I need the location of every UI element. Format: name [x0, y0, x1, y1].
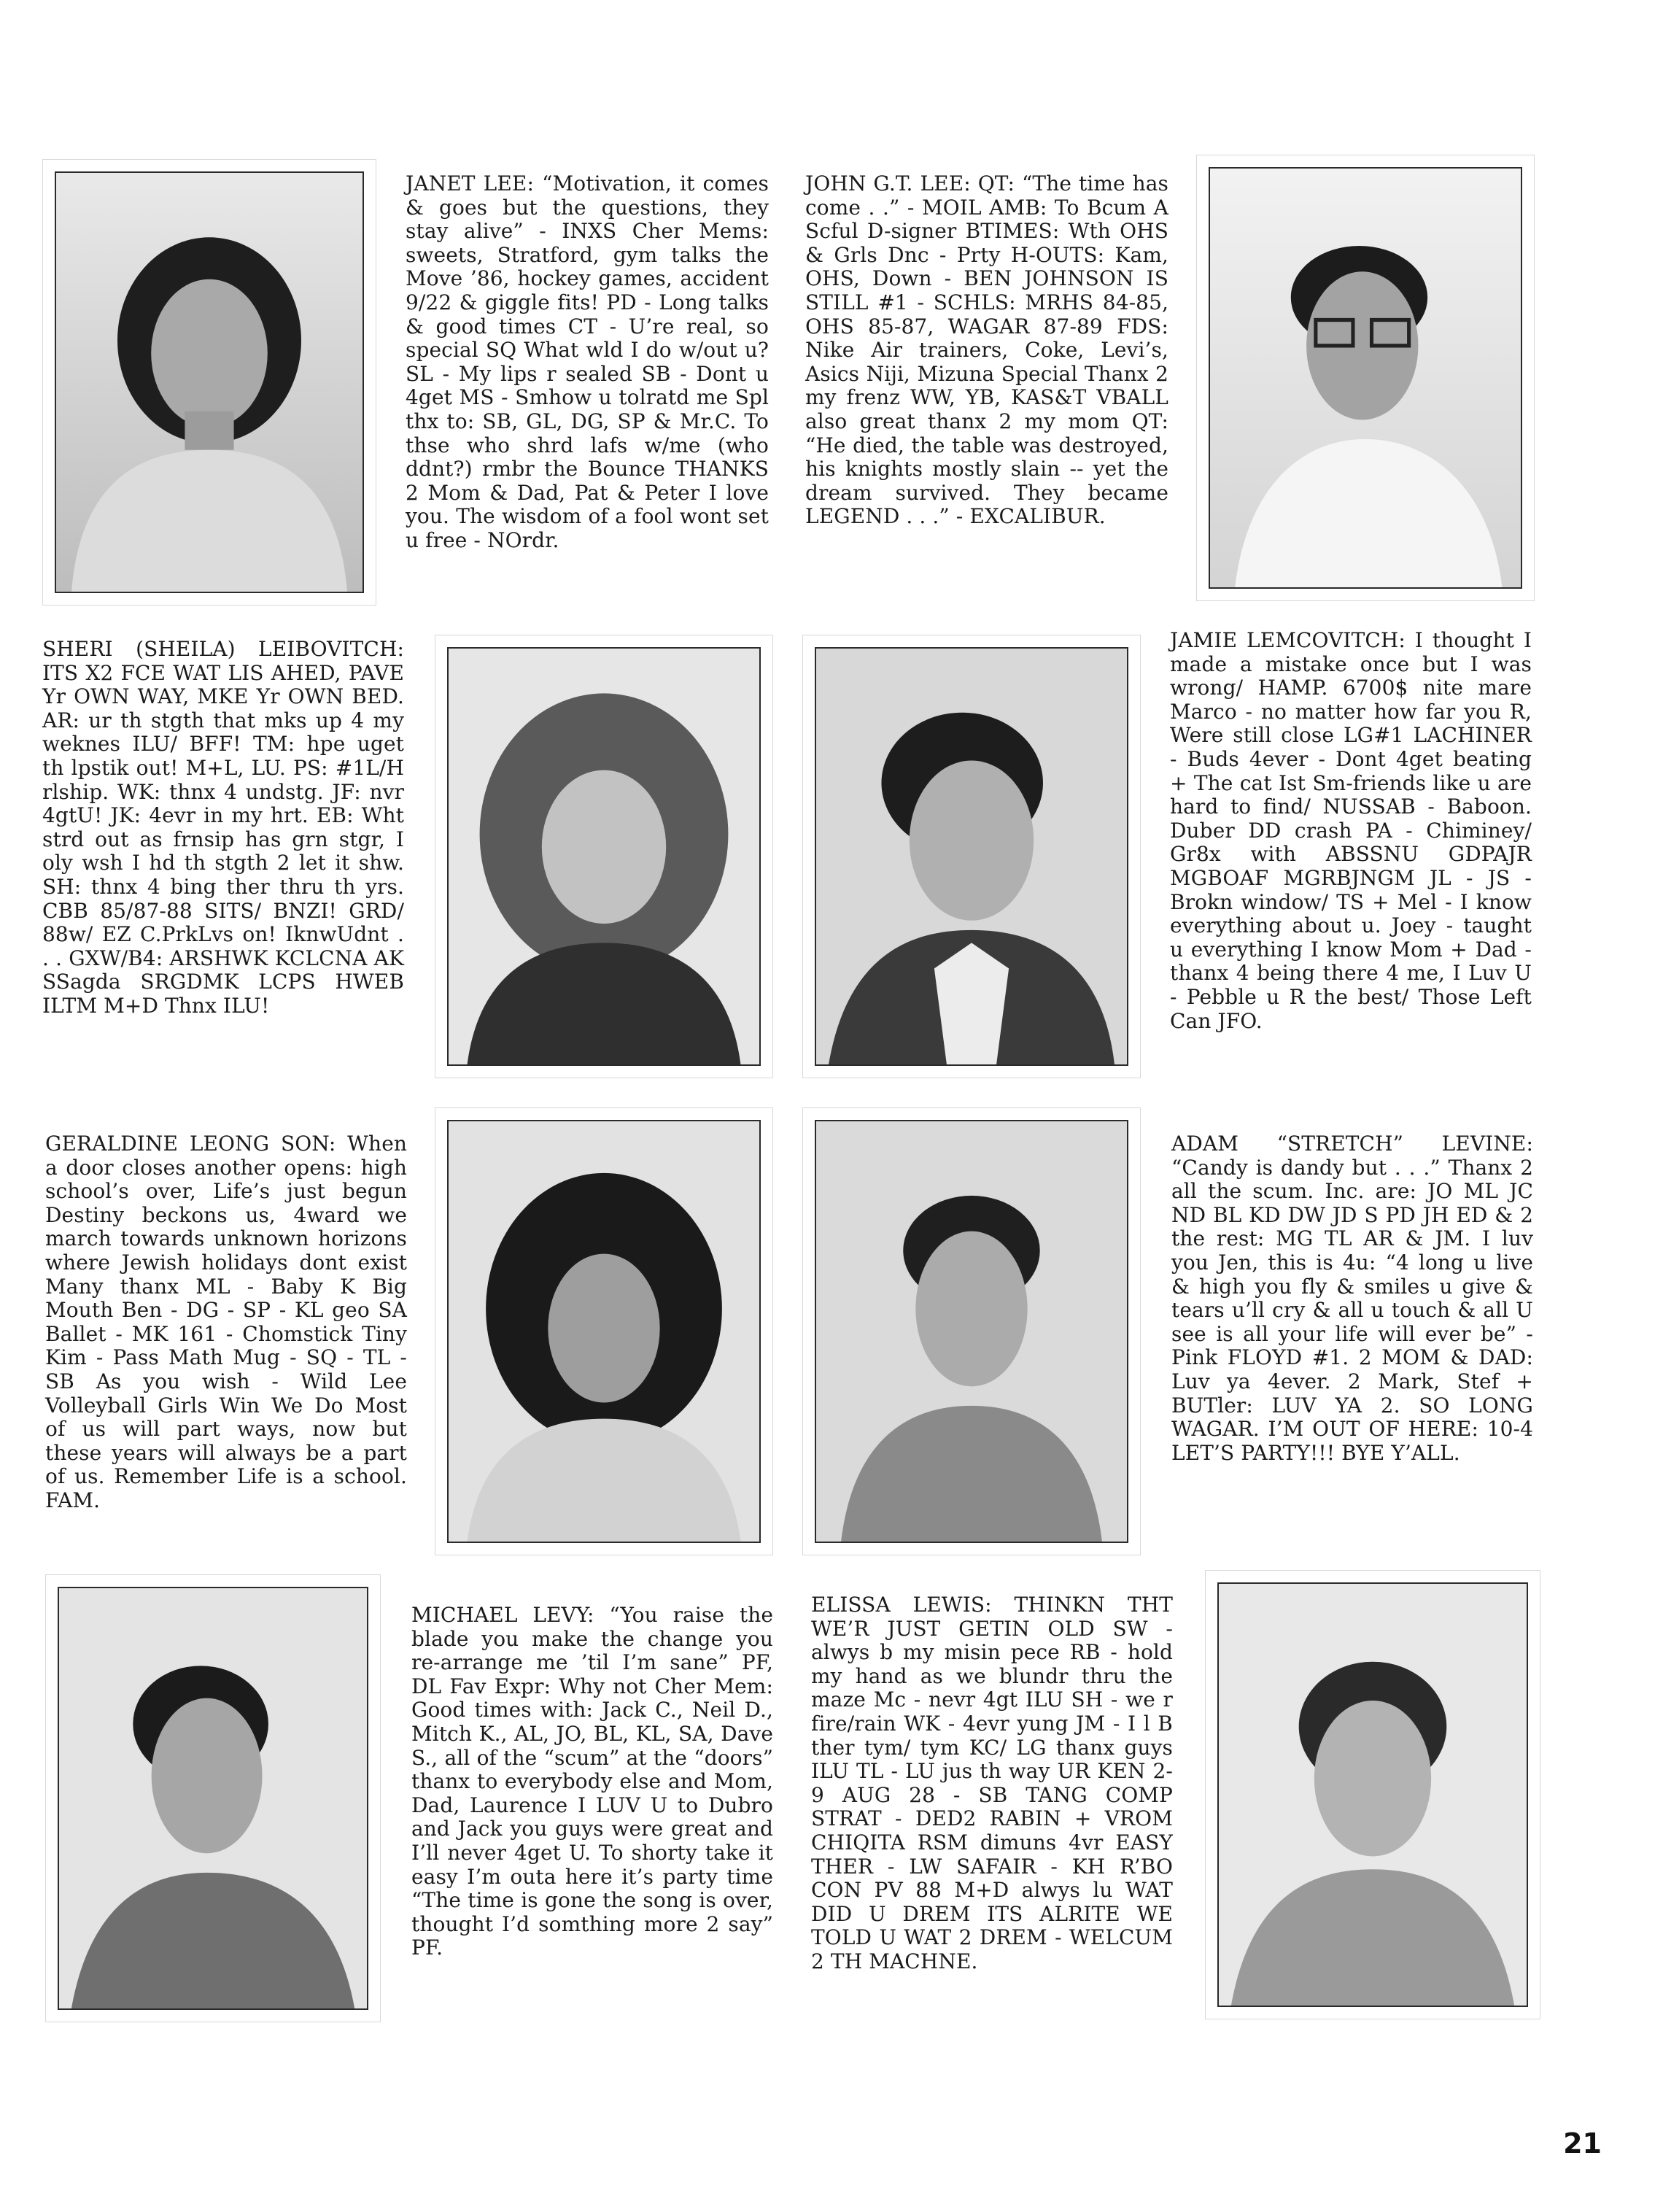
- photo-elissa-lewis: [1205, 1570, 1540, 2019]
- photo-john-gt-lee: [1196, 155, 1535, 601]
- photo-jamie-lemcovitch: [802, 635, 1141, 1078]
- bio-elissa-lewis: ELISSA LEWIS: THINKN THT WE’R JUST GETIN OLD SW - alwys b my misin pece RB - hold my hand as we blundr thru the maze Mc - nevr 4gt ILU SH - we r fire/rain WK - 4evr yung JM - I l B ther tym/ tym KC/ LG thanx guys ILU TL - LU jus th way UR KEN 2-9 AUG 28 - SB TANG COMP STRAT - DED2 RABIN + VROM CHIQITA RSM dimuns 4vr EASY THER - LW SAFAIR - KH R’BO CON PV 88 M+D alwys lu WAT DID U DREM ITS ALRITE WE TOLD U WAT 2 DREM - WELCUM 2 TH MACHNE.: [811, 1593, 1173, 1973]
- portrait-photo: [816, 649, 1127, 1064]
- portrait-photo: [1219, 1584, 1527, 2006]
- bio-jamie-lemcovitch: JAMIE LEMCOVITCH: I thought I made a mistake once but I was wrong/ HAMP. 6700$ nite mare Marco - no matter how far you R, Were still close LG#1 LACHINER - Buds 4ever - Dont 4get beating + The cat Ist Sm-friends like u are hard to find/ NUSSAB - Baboon. Duber DD crash PA - Chiminey/ Gr8x with ABSSNU GDPAJR MGBOAF MGRBJNGM JL - JS - Brokn window/ TS + Mel - I know everything about u. Joey - taught u everything I know Mom + Dad - thanx 4 being there 4 me, I Luv U - Pebble u R the best/ Those Left Can JFO.: [1170, 628, 1532, 1033]
- photo-geraldine-leong-son: [435, 1107, 773, 1555]
- bio-adam-levine: ADAM “STRETCH” LEVINE: “Candy is dandy but . . .” Thanx 2 all the scum. Inc. are: JO ML JC ND BL KD DW JD S PD JH ED & 2 the rest: MG TL AR & JM. I luv you Jen, this is 4u: “4 long u live & high you fly & smiles u give & tears u’ll cry & all u touch & all U see is all your life will ever be” - Pink FLOYD #1. 2 MOM & DAD: Luv ya 4ever. 2 Mark, Stef + BUTler: LUV YA 2. SO LONG WAGAR. I’M OUT OF HERE: 10-4 LET’S PARTY!!! BYE Y’ALL.: [1171, 1132, 1533, 1465]
- portrait-photo: [449, 1121, 759, 1542]
- bio-janet-lee: JANET LEE: “Motivation, it comes & goes but the questions, they stay alive” - INXS Cher Mems: sweets, Stratford, gym talks the Move ’86, hockey games, accident 9/22 & giggle fits! PD - Long talks & good times CT - U’re real, so special SQ What wld I do w/out u? SL - My lips r sealed SB - Dont u 4get MS - Smhow u tolratd me Spl thx to: SB, GL, DG, SP & Mr.C. To thse who shrd lafs w/me (who ddnt?) rmbr the Bounce THANKS 2 Mom & Dad, Pat & Peter I love you. The wisdom of a fool wont set u free - NOrdr.: [406, 171, 769, 552]
- bio-john-gt-lee: JOHN G.T. LEE: QT: “The time has come . .” - MOIL AMB: To Bcum A Scful D-signer BTIMES: Wth OHS & Grls Dnc - Prty H-OUTS: Kam, OHS, Down - BEN JOHNSON IS STILL #1 - SCHLS: MRHS 84-85, OHS 85-87, WAGAR 87-89 FDS: Nike Air trainers, Coke, Levi’s, Asics Niji, Mizuna Special Thanx 2 my frenz WW, YB, KAS&T VBALL also great thanx 2 my mom QT: “He died, the table was destroyed, his knights mostly slain -- yet the dream survived. They became LEGEND . . .” - EXCALIBUR.: [805, 171, 1168, 529]
- portrait-photo: [1210, 169, 1521, 587]
- portrait-photo: [449, 649, 759, 1064]
- portrait-photo: [59, 1588, 367, 2008]
- portrait-photo: [56, 173, 363, 592]
- photo-adam-levine: [802, 1107, 1141, 1555]
- photo-janet-lee: [42, 159, 376, 606]
- bio-geraldine-leong-son: GERALDINE LEONG SON: When a door closes another opens: high school’s over, Life’s just begun Destiny beckons us, 4ward we march towards unknown horizons where Jewish holidays dont exist Many thanx ML - Baby K Big Mouth Ben - DG - SP - KL geo SA Ballet - MK 161 - Chomstick Tiny Kim - Pass Math Mug - SQ - TL - SB As you wish - Wild Lee Volleyball Girls Win We Do Most of us will part ways, now but these years will always be a part of us. Remember Life is a school. FAM.: [45, 1132, 407, 1512]
- photo-sheri-leibovitch: [435, 635, 773, 1078]
- page-number: 21: [1563, 2127, 1602, 2159]
- bio-michael-levy: MICHAEL LEVY: “You raise the blade you make the change you re-arrange me ’til I’m sane” PF, DL Fav Expr: Why not Cher Mem: Good times with: Jack C., Neil D., Mitch K., AL, JO, BL, KL, SA, Dave S., all of the “scum” at the “doors” thanx to everybody else and Mom, Dad, Laurence I LUV U to Dubro and Jack you guys were great and I’ll never 4get U. To shorty take it easy I’m outa here it’s party time “The time is gone the song is over, thought I’d somthing more 2 say” PF.: [411, 1603, 773, 1960]
- portrait-photo: [816, 1121, 1127, 1542]
- photo-michael-levy: [45, 1574, 381, 2022]
- bio-sheri-leibovitch: SHERI (SHEILA) LEIBOVITCH: ITS X2 FCE WAT LIS AHED, PAVE Yr OWN WAY, MKE Yr OWN BED. AR: ur th stgth that mks up 4 my weknes ILU/ BFF! TM: hpe uget th lpstik out! M+L, LU. PS: #1L/H rlship. WK: thnx 4 undstg. JF: nvr 4gtU! JK: 4evr in my hrt. EB: Wht strd out as frnsip has grn stgr, I oly wsh I hd th stgth 2 let it shw. SH: thnx 4 bing ther thru th yrs. CBB 85/87-88 SITS/ BNZI! GRD/ 88w/ EZ C.PrkLvs on! IknwUdnt . . . GXW/B4: ARSHWK KCLCNA AK SSagda SRGDMK LCPS HWEB ILTM M+D Thnx ILU!: [42, 637, 404, 1018]
